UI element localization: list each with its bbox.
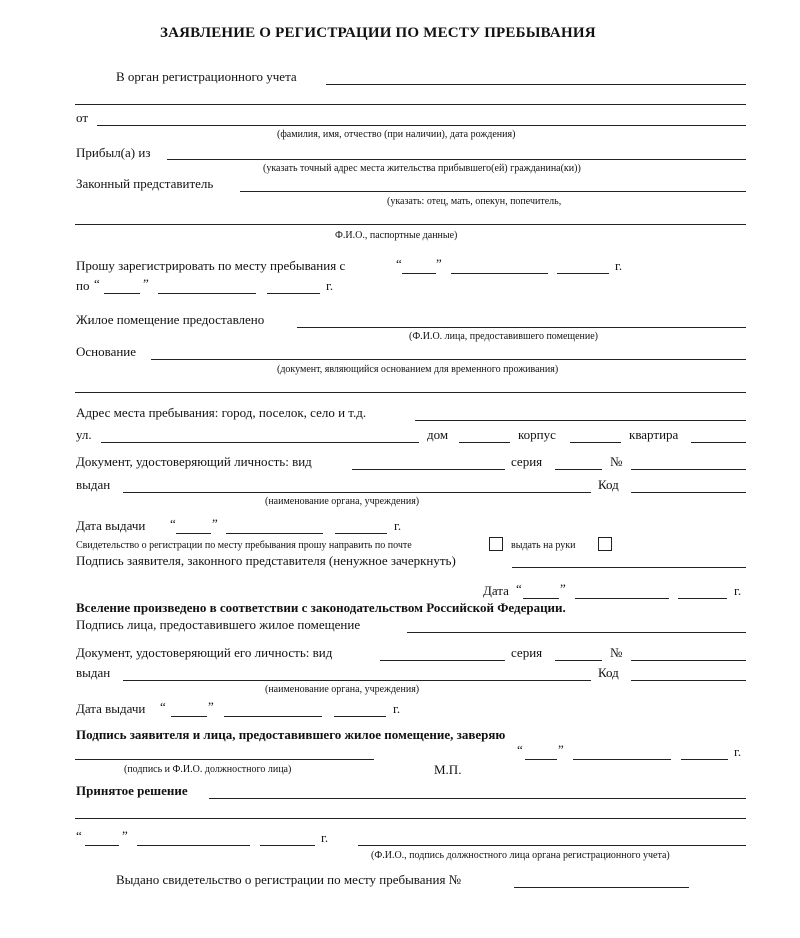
decision-day-field[interactable] <box>85 845 119 846</box>
year-label: г. <box>734 744 742 759</box>
address-city-field[interactable] <box>415 420 746 421</box>
applicant-signature-field[interactable] <box>512 567 746 568</box>
decision-official-hint: (Ф.И.О., подпись должностного лица органа регистрационного учета) <box>371 850 670 861</box>
quote-close: ” <box>436 256 442 271</box>
provider-issued-label: выдан <box>76 665 111 680</box>
applicant-signature-label: Подпись заявителя, законного представителя (ненужное зачеркнуть) <box>76 553 456 568</box>
year-label: г. <box>393 701 401 716</box>
issue-date-label: Дата выдачи <box>76 518 146 533</box>
issuer-hint: (наименование органа, учреждения) <box>265 496 420 507</box>
quote-open: “ <box>160 699 166 714</box>
certificate-mail-label: Свидетельство о регистрации по месту пребывания прошу направить по почте <box>76 540 412 551</box>
year-label: г. <box>734 583 742 598</box>
number-label: № <box>610 454 623 469</box>
official-hint: (подпись и Ф.И.О. должностного лица) <box>124 764 292 775</box>
house-field[interactable] <box>459 442 510 443</box>
hand-checkbox[interactable] <box>598 537 612 551</box>
year-label: г. <box>321 830 329 845</box>
decision-official-field[interactable] <box>358 845 746 846</box>
quote-close: ” <box>212 516 218 531</box>
building-field[interactable] <box>570 442 621 443</box>
date-day-field[interactable] <box>523 598 559 599</box>
year-label: г. <box>326 278 334 293</box>
stamp-label: М.П. <box>434 762 462 777</box>
house-label: дом <box>427 427 449 442</box>
issue-day-field[interactable] <box>176 533 211 534</box>
housing-provided-hint: (Ф.И.О. лица, предоставившего помещение) <box>409 331 598 342</box>
quote-close: ” <box>208 699 214 714</box>
basis-field[interactable] <box>151 359 746 360</box>
organ-label: В орган регистрационного учета <box>116 69 297 84</box>
provider-issue-date-label: Дата выдачи <box>76 701 146 716</box>
provider-code-field[interactable] <box>631 680 746 681</box>
year-label: г. <box>394 518 402 533</box>
representative-hint: (указать: отец, мать, опекун, попечитель, <box>387 196 562 207</box>
representative-label: Законный представитель <box>76 176 214 191</box>
quote-close: ” <box>558 742 564 757</box>
representative-field[interactable] <box>240 191 746 192</box>
series-field[interactable] <box>555 469 602 470</box>
provider-issue-day-field[interactable] <box>171 716 207 717</box>
basis-field-line2[interactable] <box>75 392 746 393</box>
register-from-label: Прошу зарегистрировать по месту пребывания с <box>76 258 346 273</box>
arrived-hint: (указать точный адрес места жительства прибывшего(ей) гражданина(ки)) <box>263 163 581 174</box>
provider-series-field[interactable] <box>555 660 602 661</box>
quote-open: “ <box>76 828 82 843</box>
provider-code-label: Код <box>598 665 619 680</box>
decision-month-field[interactable] <box>137 845 250 846</box>
building-label: корпус <box>518 427 556 442</box>
certify-label: Подпись заявителя и лица, предоставившего жилое помещение, заверяю <box>76 727 506 742</box>
arrived-from-field[interactable] <box>167 159 746 160</box>
issued-certificate-label: Выдано свидетельство о регистрации по месту пребывания № <box>116 872 462 887</box>
until-year-field[interactable] <box>267 293 320 294</box>
register-until-label: по <box>76 278 90 293</box>
from-month-field[interactable] <box>451 273 548 274</box>
move-in-statement: Вселение произведено в соответствии с законодательством Российской Федерации. <box>76 600 566 615</box>
provider-issue-month-field[interactable] <box>224 716 322 717</box>
from-year-field[interactable] <box>557 273 609 274</box>
quote-open: “ <box>517 742 523 757</box>
official-signature-field[interactable] <box>75 759 374 760</box>
quote-close: ” <box>560 581 566 596</box>
representative-field-line2[interactable] <box>75 224 746 225</box>
provider-id-type-field[interactable] <box>380 660 505 661</box>
from-day-field[interactable] <box>402 273 436 274</box>
organ-field[interactable] <box>326 84 746 85</box>
certify-year-field[interactable] <box>681 759 728 760</box>
mail-checkbox[interactable] <box>489 537 503 551</box>
form-title: ЗАЯВЛЕНИЕ О РЕГИСТРАЦИИ ПО МЕСТУ ПРЕБЫВАНИЯ <box>160 25 596 41</box>
organ-field-line2[interactable] <box>75 104 746 105</box>
until-day-field[interactable] <box>104 293 140 294</box>
certificate-hand-label: выдать на руки <box>511 540 576 551</box>
id-doc-label: Документ, удостоверяющий личность: вид <box>76 454 312 469</box>
id-doc-type-field[interactable] <box>352 469 505 470</box>
address-label: Адрес места пребывания: город, поселок, село и т.д. <box>76 405 367 420</box>
basis-label: Основание <box>76 344 137 359</box>
issue-month-field[interactable] <box>226 533 323 534</box>
year-label: г. <box>615 258 623 273</box>
issued-certificate-number-field[interactable] <box>514 887 689 888</box>
code-label: Код <box>598 477 619 492</box>
quote-open: “ <box>94 276 100 291</box>
issued-by-field[interactable] <box>123 492 591 493</box>
quote-open: “ <box>516 581 522 596</box>
provider-signature-label: Подпись лица, предоставившего жилое помещение <box>76 617 361 632</box>
date-year-field[interactable] <box>678 598 727 599</box>
provider-number-field[interactable] <box>631 660 746 661</box>
certify-day-field[interactable] <box>525 759 557 760</box>
date-month-field[interactable] <box>575 598 669 599</box>
number-field[interactable] <box>631 469 746 470</box>
provider-series-label: серия <box>511 645 543 660</box>
provider-number-label: № <box>610 645 623 660</box>
provider-issue-year-field[interactable] <box>334 716 386 717</box>
arrived-from-label: Прибыл(а) из <box>76 145 151 160</box>
decision-year-field[interactable] <box>260 845 315 846</box>
quote-open: “ <box>170 516 176 531</box>
quote-close: ” <box>143 276 149 291</box>
decision-field[interactable] <box>209 798 746 799</box>
representative-hint-2: Ф.И.О., паспортные данные) <box>335 230 458 241</box>
housing-provided-label: Жилое помещение предоставлено <box>76 312 265 327</box>
provider-signature-field[interactable] <box>407 632 746 633</box>
street-label: ул. <box>76 427 92 442</box>
provider-issuer-hint: (наименование органа, учреждения) <box>265 684 420 695</box>
code-field[interactable] <box>631 492 746 493</box>
series-label: серия <box>511 454 543 469</box>
until-month-field[interactable] <box>158 293 256 294</box>
fio-hint: (фамилия, имя, отчество (при наличии), дата рождения) <box>277 129 516 140</box>
provider-id-label: Документ, удостоверяющий его личность: вид <box>76 645 333 660</box>
housing-provided-field[interactable] <box>297 327 746 328</box>
apartment-label: квартира <box>629 427 679 442</box>
apartment-field[interactable] <box>691 442 746 443</box>
basis-hint: (документ, являющийся основанием для временного проживания) <box>277 364 559 375</box>
issued-label: выдан <box>76 477 111 492</box>
decision-field-line2[interactable] <box>75 818 746 819</box>
applicant-fio-field[interactable] <box>97 125 746 126</box>
quote-open: “ <box>396 256 402 271</box>
from-label: от <box>76 110 89 125</box>
provider-issued-by-field[interactable] <box>123 680 591 681</box>
issue-year-field[interactable] <box>335 533 387 534</box>
certify-month-field[interactable] <box>573 759 671 760</box>
decision-label: Принятое решение <box>76 783 188 798</box>
date-label: Дата <box>483 583 509 598</box>
quote-close: ” <box>122 828 128 843</box>
street-field[interactable] <box>101 442 419 443</box>
